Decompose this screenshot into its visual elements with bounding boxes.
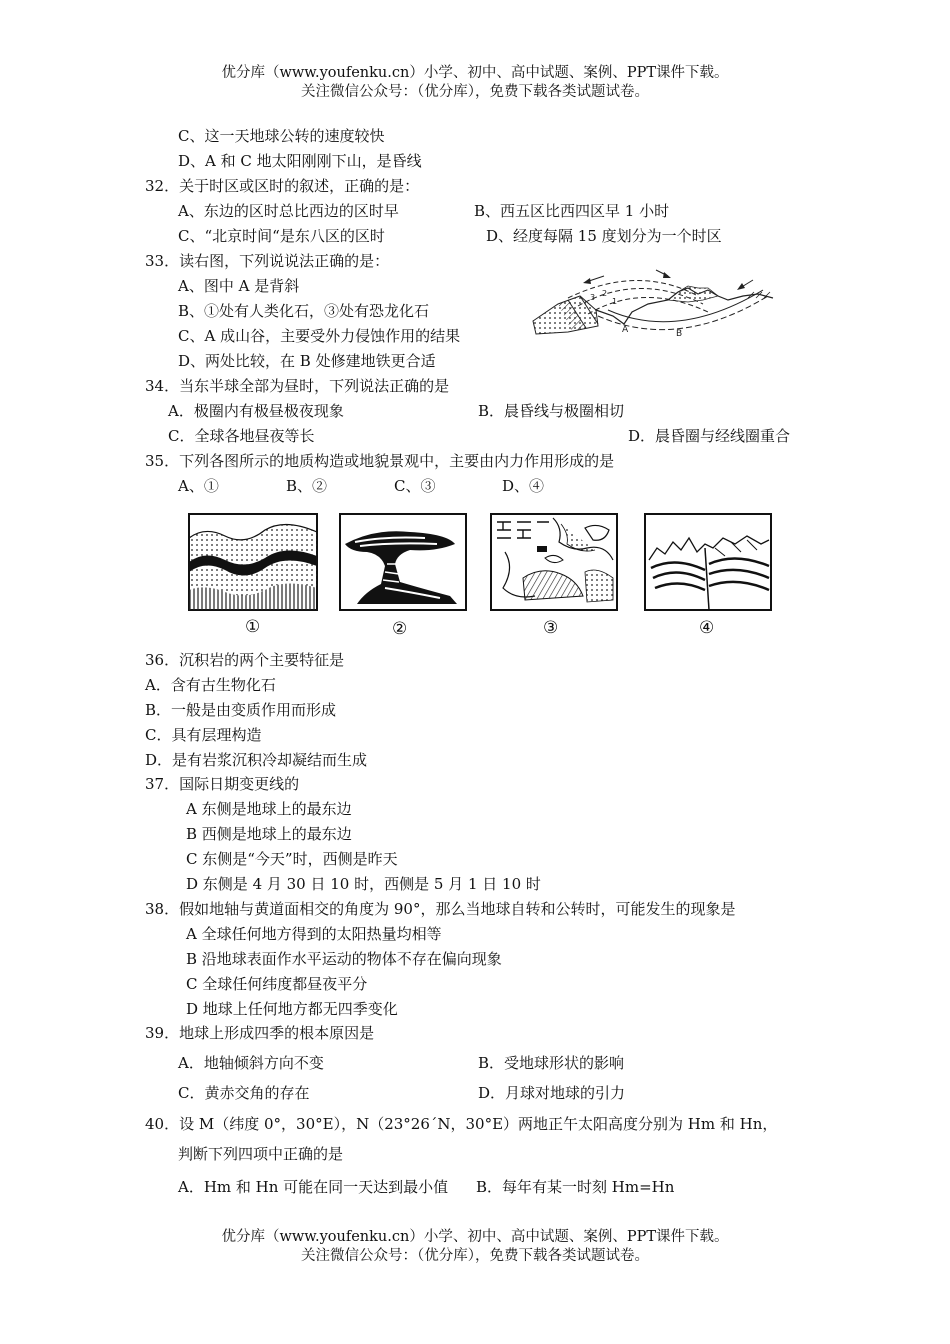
q33-label-2: 2 bbox=[602, 289, 608, 298]
q33-geology-figure bbox=[528, 266, 778, 346]
q33-label-a: A bbox=[622, 325, 629, 335]
q40-stem-continued: 判断下列四项中正确的是 bbox=[178, 1145, 344, 1163]
q40-option-b: B．每年有某一时刻 Hm=Hn bbox=[476, 1178, 675, 1196]
q40-stem: 40．设 M（纬度 0°，30°E），N（23°26´N，30°E）两地正午太阳高度分别为 Hm 和 Hn， bbox=[145, 1115, 778, 1133]
q32-option-b: B、西五区比西四区早 1 小时 bbox=[474, 202, 670, 220]
q34-option-d: D．晨昏圈与经线圈重合 bbox=[628, 427, 791, 445]
q38-option-d: D 地球上任何地方都无四季变化 bbox=[186, 1000, 398, 1018]
footer-line-2: 关注微信公众号：（优分库），免费下载各类试题试卷。 bbox=[301, 1248, 649, 1264]
q36-option-b: B．一般是由变质作用而形成 bbox=[145, 701, 337, 719]
header-line-2: 关注微信公众号：（优分库），免费下载各类试题试卷。 bbox=[301, 84, 649, 100]
q33-label-1: 1 bbox=[612, 297, 618, 306]
q35-option-d: D、④ bbox=[502, 477, 545, 495]
q33-stem: 33．读右图，下列说说法正确的是： bbox=[145, 252, 390, 270]
q31-option-c: C、这一天地球公转的速度较快 bbox=[178, 127, 385, 145]
q34-stem: 34．当东半球全部为昼时，下列说法正确的是 bbox=[145, 377, 450, 395]
q38-option-b: B 沿地球表面作水平运动的物体不存在偏向现象 bbox=[186, 950, 502, 968]
q38-stem: 38．假如地轴与黄道面相交的角度为 90°，那么当地球自转和公转时，可能发生的现象是 bbox=[145, 900, 736, 918]
q31-option-d: D、A 和 C 地太阳刚刚下山，是昏线 bbox=[178, 152, 422, 170]
q33-option-d: D、两处比较，在 B 处修建地铁更合适 bbox=[178, 352, 436, 370]
q37-stem: 37．国际日期变更线的 bbox=[145, 775, 300, 793]
q37-option-c: C 东侧是“今天”时，西侧是昨天 bbox=[186, 850, 398, 868]
q38-option-a: A 全球任何地方得到的太阳热量均相等 bbox=[186, 925, 442, 943]
q34-option-a: A．极圈内有极昼极夜现象 bbox=[168, 402, 344, 420]
q36-option-c: C．具有层理构造 bbox=[145, 726, 262, 744]
q37-option-d: D 东侧是 4 月 30 日 10 时，西侧是 5 月 1 日 10 时 bbox=[186, 875, 541, 893]
q35-landforms-figure bbox=[185, 508, 777, 638]
q35-panel-4 bbox=[645, 514, 771, 610]
q36-option-a: A．含有古生物化石 bbox=[145, 676, 276, 694]
q35-label-2: ② bbox=[392, 619, 408, 638]
q35-label-4: ④ bbox=[699, 618, 715, 638]
q33-option-c: C、A 成山谷，主要受外力侵蚀作用的结果 bbox=[178, 327, 461, 345]
q33-label-b: B bbox=[676, 329, 683, 339]
q37-option-b: B 西侧是地球上的最东边 bbox=[186, 825, 352, 843]
q35-stem: 35．下列各图所示的地质构造或地貌景观中，主要由内力作用形成的是 bbox=[145, 452, 615, 470]
q37-option-a: A 东侧是地球上的最东边 bbox=[186, 800, 352, 818]
q40-option-a: A．Hm 和 Hn 可能在同一天达到最小值 bbox=[178, 1178, 449, 1196]
q39-option-a: A．地轴倾斜方向不变 bbox=[178, 1054, 324, 1072]
q36-stem: 36．沉积岩的两个主要特征是 bbox=[145, 651, 345, 669]
q35-panel-3 bbox=[491, 514, 617, 610]
q39-option-d: D．月球对地球的引力 bbox=[478, 1084, 626, 1102]
page-header bbox=[0, 64, 950, 102]
q39-stem: 39．地球上形成四季的根本原因是 bbox=[145, 1024, 375, 1042]
q35-panel-1 bbox=[189, 514, 317, 610]
q33-right-hill bbox=[668, 286, 718, 302]
q33-option-b: B、①处有人类化石，③处有恐龙化石 bbox=[178, 302, 430, 320]
q36-option-d: D．是有岩浆沉积冷却凝结而生成 bbox=[145, 751, 368, 769]
q35-option-c: C、③ bbox=[394, 477, 436, 495]
q38-option-c: C 全球任何纬度都昼夜平分 bbox=[186, 975, 368, 993]
q32-option-d: D、经度每隔 15 度划分为一个时区 bbox=[486, 227, 722, 245]
q35-label-3: ③ bbox=[543, 618, 559, 638]
q32-option-a: A、东边的区时总比西边的区时早 bbox=[178, 202, 399, 220]
q35-option-b: B、② bbox=[286, 477, 328, 495]
footer-line-1: 优分库（www.youfenku.cn）小学、初中、高中试题、案例、PPT课件下载。 bbox=[221, 1229, 729, 1245]
q32-stem: 32．关于时区或区时的叙述，正确的是： bbox=[145, 177, 420, 195]
q35-label-1: ① bbox=[245, 617, 261, 637]
header-line-1: 优分库（www.youfenku.cn）小学、初中、高中试题、案例、PPT课件下载。 bbox=[221, 65, 729, 81]
q32-option-c: C、“北京时间“是东八区的区时 bbox=[178, 227, 385, 245]
q34-option-b: B．晨昏线与极圈相切 bbox=[478, 402, 625, 420]
q39-option-c: C．黄赤交角的存在 bbox=[178, 1084, 310, 1102]
q35-option-a: A、① bbox=[178, 477, 219, 495]
q34-option-c: C．全球各地昼夜等长 bbox=[168, 427, 315, 445]
q39-option-b: B．受地球形状的影响 bbox=[478, 1054, 625, 1072]
page-footer bbox=[0, 1228, 950, 1266]
q35-panel-2 bbox=[340, 514, 466, 610]
q33-option-a: A、图中 A 是背斜 bbox=[178, 277, 300, 295]
q33-label-3: 3 bbox=[590, 293, 596, 302]
